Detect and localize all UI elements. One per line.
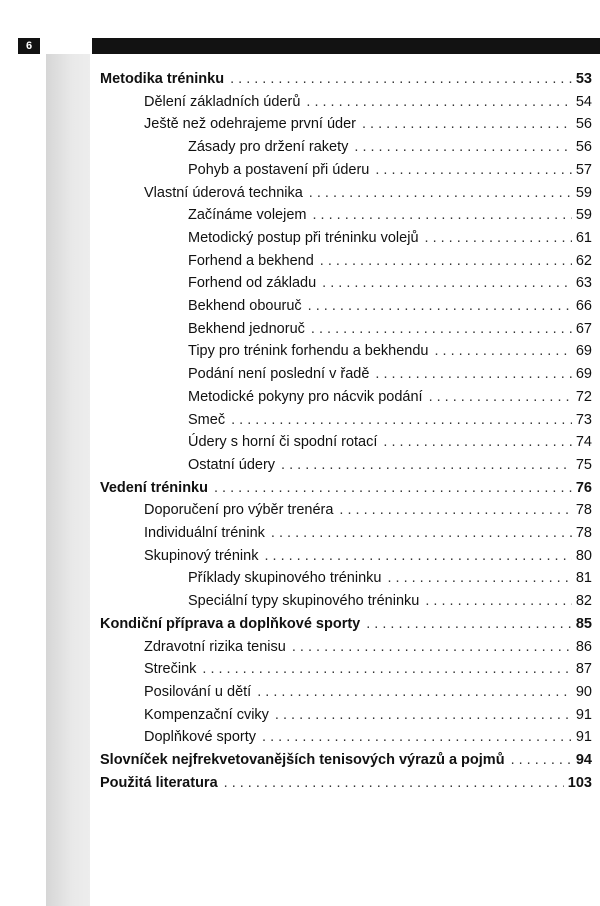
toc-leader-dots [362, 113, 572, 135]
toc-title: Podání není poslední v řadě [188, 366, 370, 383]
toc-leader-dots [257, 681, 572, 703]
toc-entry [144, 545, 592, 567]
toc-entry [188, 318, 592, 340]
toc-title: Příklady skupinového tréninku [188, 570, 382, 587]
toc-page-number: 61 [575, 229, 592, 246]
toc-page-number: 91 [575, 706, 592, 723]
toc-title: Vlastní úderová technika [144, 184, 303, 201]
toc-title: Bekhend obouruč [188, 298, 302, 314]
toc-entry [188, 340, 592, 362]
toc-title: Ostatní údery [188, 456, 276, 473]
toc-page-number: 85 [575, 615, 592, 632]
toc-leader-dots [339, 499, 571, 521]
toc-page-number: 80 [575, 547, 592, 564]
toc-leader-dots [214, 477, 572, 499]
toc-entry [188, 295, 592, 317]
toc-entry [188, 567, 592, 589]
toc-entry [188, 250, 592, 272]
toc-title: Metodické pokyny pro nácvik podání [188, 388, 423, 405]
toc-entry [144, 182, 592, 204]
toc-entry [188, 431, 592, 453]
toc-leader-dots [383, 431, 571, 453]
toc-page-number: 78 [575, 525, 592, 541]
toc-page-number: 94 [575, 752, 592, 768]
toc-leader-dots [306, 91, 571, 113]
toc-page-number: 62 [575, 252, 592, 269]
toc-entry [188, 159, 592, 181]
toc-title: Kompenzační cviky [144, 706, 269, 723]
toc-title: Slovníček nejfrekvetovanějších tenisových výrazů a pojmů [100, 752, 505, 768]
toc-leader-dots [375, 159, 571, 181]
toc-title: Metodický postup při tréninku volejů [188, 229, 419, 246]
toc-page-number: 81 [575, 570, 592, 587]
toc-chapter [100, 68, 592, 90]
toc-leader-dots [311, 318, 572, 340]
toc-leader-dots [425, 227, 572, 249]
toc-title: Speciální typy skupinového tréninku [188, 593, 420, 610]
toc-page-number: 75 [575, 456, 592, 473]
toc-entry [144, 499, 592, 521]
toc-leader-dots [387, 567, 571, 589]
toc-leader-dots [271, 522, 572, 544]
toc-chapter [100, 477, 592, 499]
toc-leader-dots [312, 204, 571, 226]
toc-page-number: 82 [575, 593, 592, 610]
toc-page-number: 56 [575, 139, 592, 156]
toc-title: Skupinový trénink [144, 547, 259, 564]
toc-entry [188, 272, 592, 294]
toc-title: Kondiční příprava a doplňkové sporty [100, 615, 361, 632]
toc-leader-dots [202, 658, 571, 680]
toc-entry [188, 204, 592, 226]
toc-leader-dots [511, 749, 572, 771]
toc-title: Doporučení pro výběr trenéra [144, 502, 334, 519]
toc-leader-dots [434, 340, 571, 362]
toc-page-number: 66 [575, 298, 592, 314]
toc-leader-dots [354, 136, 571, 158]
toc-title: Ještě než odehrajeme první úder [144, 116, 356, 133]
toc-chapter [100, 613, 592, 635]
toc-title: Forhend a bekhend [188, 252, 314, 269]
toc-title: Použitá literatura [100, 774, 218, 791]
toc-leader-dots [224, 772, 564, 794]
toc-page-number: 72 [575, 388, 592, 405]
toc-title: Dělení základních úderů [144, 93, 301, 110]
toc-leader-dots [308, 295, 572, 317]
toc-page-number: 69 [575, 343, 592, 360]
toc-leader-dots [375, 363, 571, 385]
toc-page-number: 53 [575, 71, 592, 87]
toc-page-number: 78 [575, 502, 592, 519]
toc-leader-dots [231, 409, 572, 431]
toc-leader-dots [366, 613, 572, 635]
toc-title: Začínáme volejem [188, 207, 307, 224]
toc-leader-dots [275, 704, 572, 726]
toc-title: Metodika tréninku [100, 71, 225, 87]
toc-entry [144, 91, 592, 113]
toc-leader-dots [425, 590, 572, 612]
toc-chapter [100, 772, 592, 794]
toc-page-number: 59 [575, 184, 592, 201]
toc-entry [144, 113, 592, 135]
toc-leader-dots [429, 386, 572, 408]
toc-page-number: 73 [575, 411, 592, 428]
toc-title: Zdravotní rizika tenisu [144, 638, 286, 655]
toc-page-number: 63 [575, 275, 592, 292]
toc-entry [144, 522, 592, 544]
toc-page-number: 86 [575, 638, 592, 655]
toc-title: Individuální trénink [144, 525, 265, 541]
toc-leader-dots [292, 636, 572, 658]
toc-page-number: 56 [575, 116, 592, 133]
toc-leader-dots [309, 182, 572, 204]
toc-title: Tipy pro trénink forhendu a bekhendu [188, 343, 429, 360]
toc-title: Vedení tréninku [100, 479, 208, 496]
toc-leader-dots [281, 454, 572, 476]
toc-title: Pohyb a postavení při úderu [188, 161, 370, 178]
toc-entry [188, 454, 592, 476]
toc-leader-dots [320, 250, 572, 272]
toc-entry [188, 386, 592, 408]
toc-entry [188, 136, 592, 158]
toc-entry [144, 681, 592, 703]
toc-page-number: 67 [575, 320, 592, 337]
toc-leader-dots [264, 545, 571, 567]
toc-page-number: 103 [567, 774, 592, 791]
toc-page-number: 57 [575, 161, 592, 178]
toc-title: Bekhend jednoruč [188, 320, 305, 337]
toc-page-number: 74 [575, 434, 592, 451]
toc-title: Zásady pro držení rakety [188, 139, 349, 156]
toc-page-number: 90 [575, 683, 592, 700]
toc-entry [144, 636, 592, 658]
toc-entry [188, 409, 592, 431]
toc-page-number: 69 [575, 366, 592, 383]
toc-leader-dots [322, 272, 572, 294]
toc-entry [188, 227, 592, 249]
toc-title: Doplňkové sporty [144, 729, 257, 746]
toc-entry [144, 726, 592, 748]
toc-leader-dots [262, 726, 572, 748]
toc-title: Údery s horní či spodní rotací [188, 434, 378, 451]
toc-title: Strečink [144, 661, 197, 678]
toc-entry [144, 658, 592, 680]
toc-title: Smeč [188, 411, 226, 428]
toc-page-number: 87 [575, 661, 592, 678]
toc-page-number: 54 [575, 93, 592, 110]
toc-title: Forhend od základu [188, 275, 317, 292]
toc-entry [144, 704, 592, 726]
toc-page-number: 76 [575, 479, 592, 496]
toc-chapter [100, 749, 592, 771]
toc-page-number: 91 [575, 729, 592, 746]
toc-leader-dots [230, 68, 572, 90]
toc-page-number: 59 [575, 207, 592, 224]
toc-entry [188, 363, 592, 385]
page-number: 6 [18, 38, 40, 54]
toc-title: Posilování u dětí [144, 683, 252, 700]
toc-entry [188, 590, 592, 612]
